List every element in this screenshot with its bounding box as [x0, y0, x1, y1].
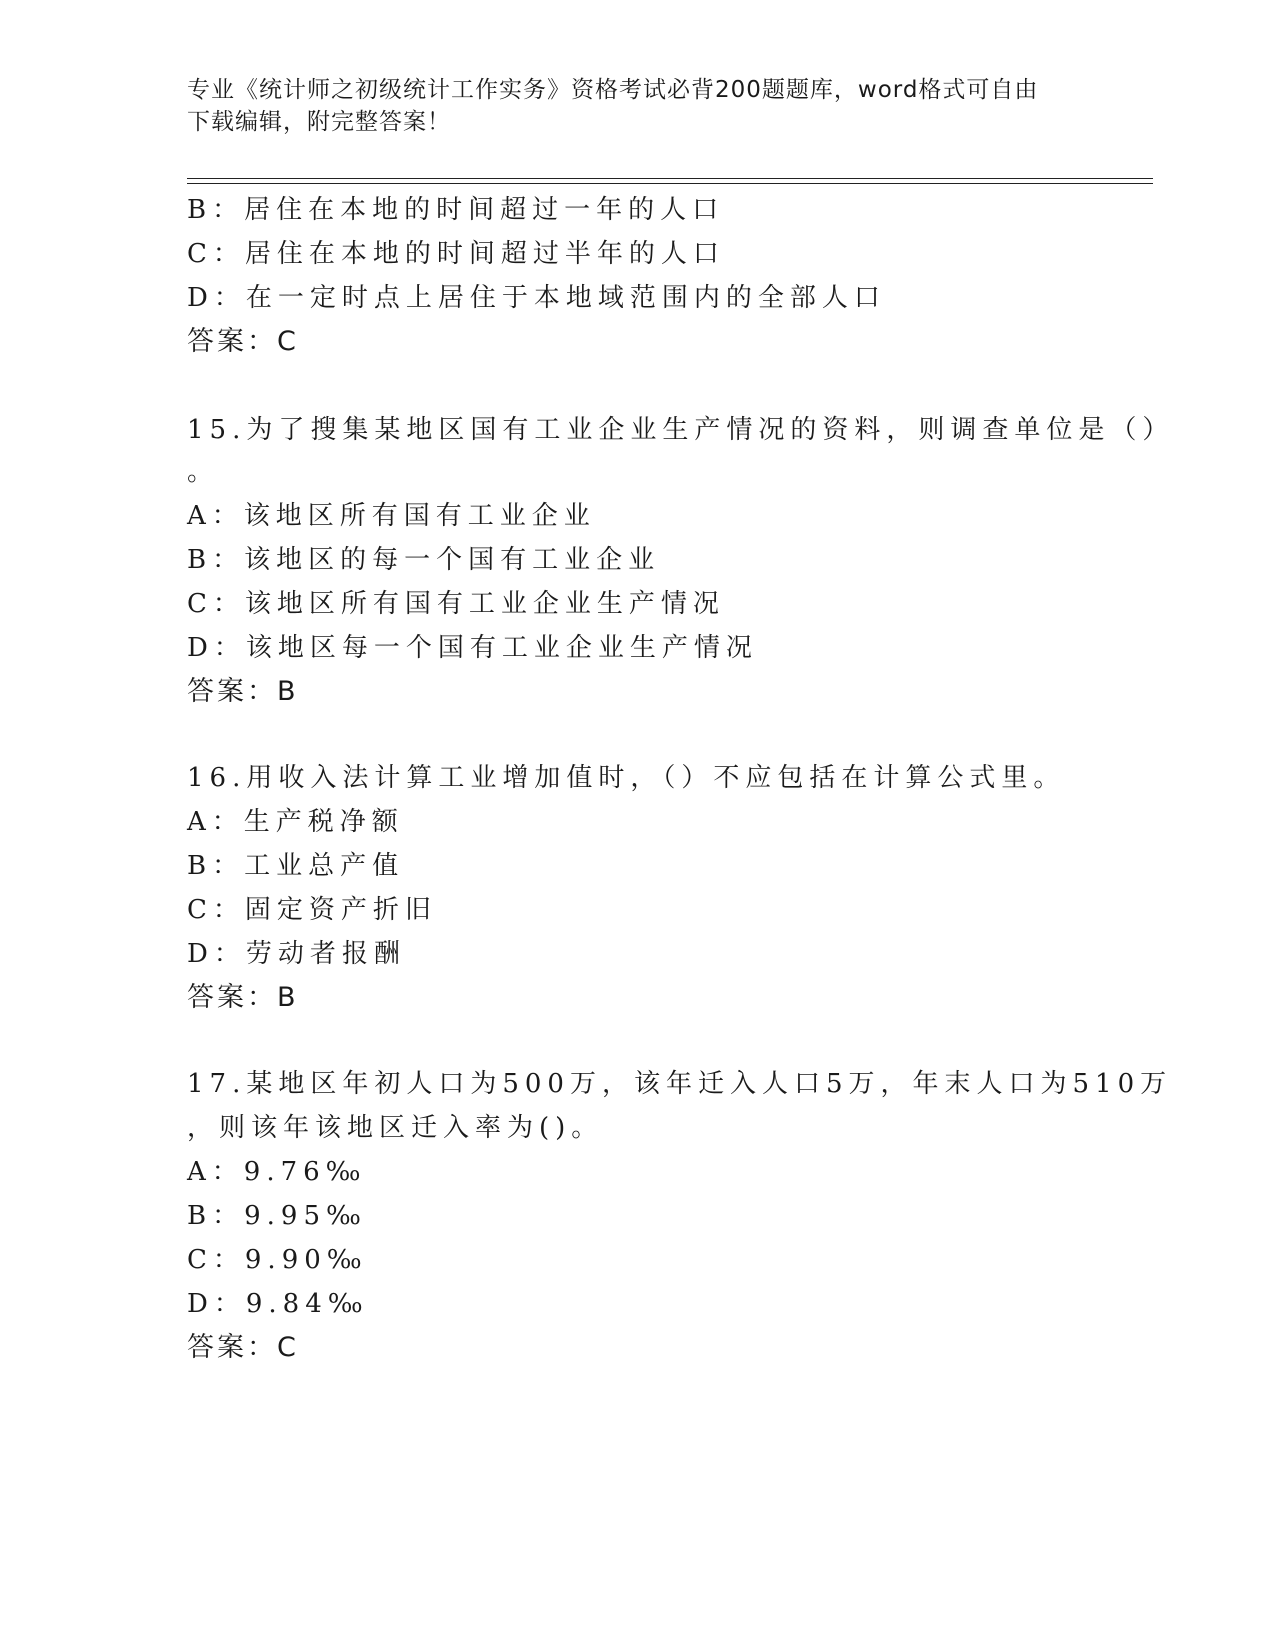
header-line-2: 下载编辑，附完整答案！ [187, 109, 451, 135]
q17-stem-line-2: ，则该年该地区迁入率为()。 [187, 1113, 604, 1143]
q15-answer: 答案：B [187, 676, 299, 707]
header-divider-top [187, 178, 1153, 179]
q15-option-c: C：该地区所有国有工业企业生产情况 [187, 589, 725, 619]
q16-option-b: B：工业总产值 [187, 851, 405, 881]
document-header [187, 74, 1067, 138]
header-divider-bottom [187, 183, 1153, 184]
q17-option-c: C：9.90‰ [187, 1245, 368, 1275]
q15-stem-line-2: 。 [187, 457, 220, 487]
q15-option-b: B：该地区的每一个国有工业企业 [187, 545, 661, 575]
q15-option-d: D：该地区每一个国有工业企业生产情况 [187, 633, 758, 663]
q16-option-c: C：固定资产折旧 [187, 895, 437, 925]
q14-option-d: D：在一定时点上居住于本地域范围内的全部人口 [187, 283, 886, 313]
q17-answer: 答案：C [187, 1332, 299, 1363]
q17-stem-line-1: 17.某地区年初人口为500万，该年迁入人口5万，年末人口为510万 [187, 1069, 1173, 1099]
q14-option-c: C：居住在本地的时间超过半年的人口 [187, 239, 725, 269]
q14-option-b: B：居住在本地的时间超过一年的人口 [187, 195, 725, 225]
q15-stem-line-1: 15.为了搜集某地区国有工业企业生产情况的资料，则调查单位是（） [187, 415, 1175, 445]
q17-option-d: D：9.84‰ [187, 1289, 369, 1319]
header-line-1: 专业《统计师之初级统计工作实务》资格考试必背200题题库，word格式可自由 [187, 77, 1039, 103]
q17-option-b: B：9.95‰ [187, 1201, 367, 1231]
q16-stem: 16.用收入法计算工业增加值时，（）不应包括在计算公式里。 [187, 763, 1066, 793]
q16-option-d: D：劳动者报酬 [187, 939, 406, 969]
q16-option-a: A：生产税净额 [187, 807, 404, 837]
q16-answer: 答案：B [187, 982, 299, 1013]
q14-answer: 答案：C [187, 326, 299, 357]
q17-option-a: A：9.76‰ [187, 1157, 367, 1187]
q15-option-a: A：该地区所有国有工业企业 [187, 501, 596, 531]
